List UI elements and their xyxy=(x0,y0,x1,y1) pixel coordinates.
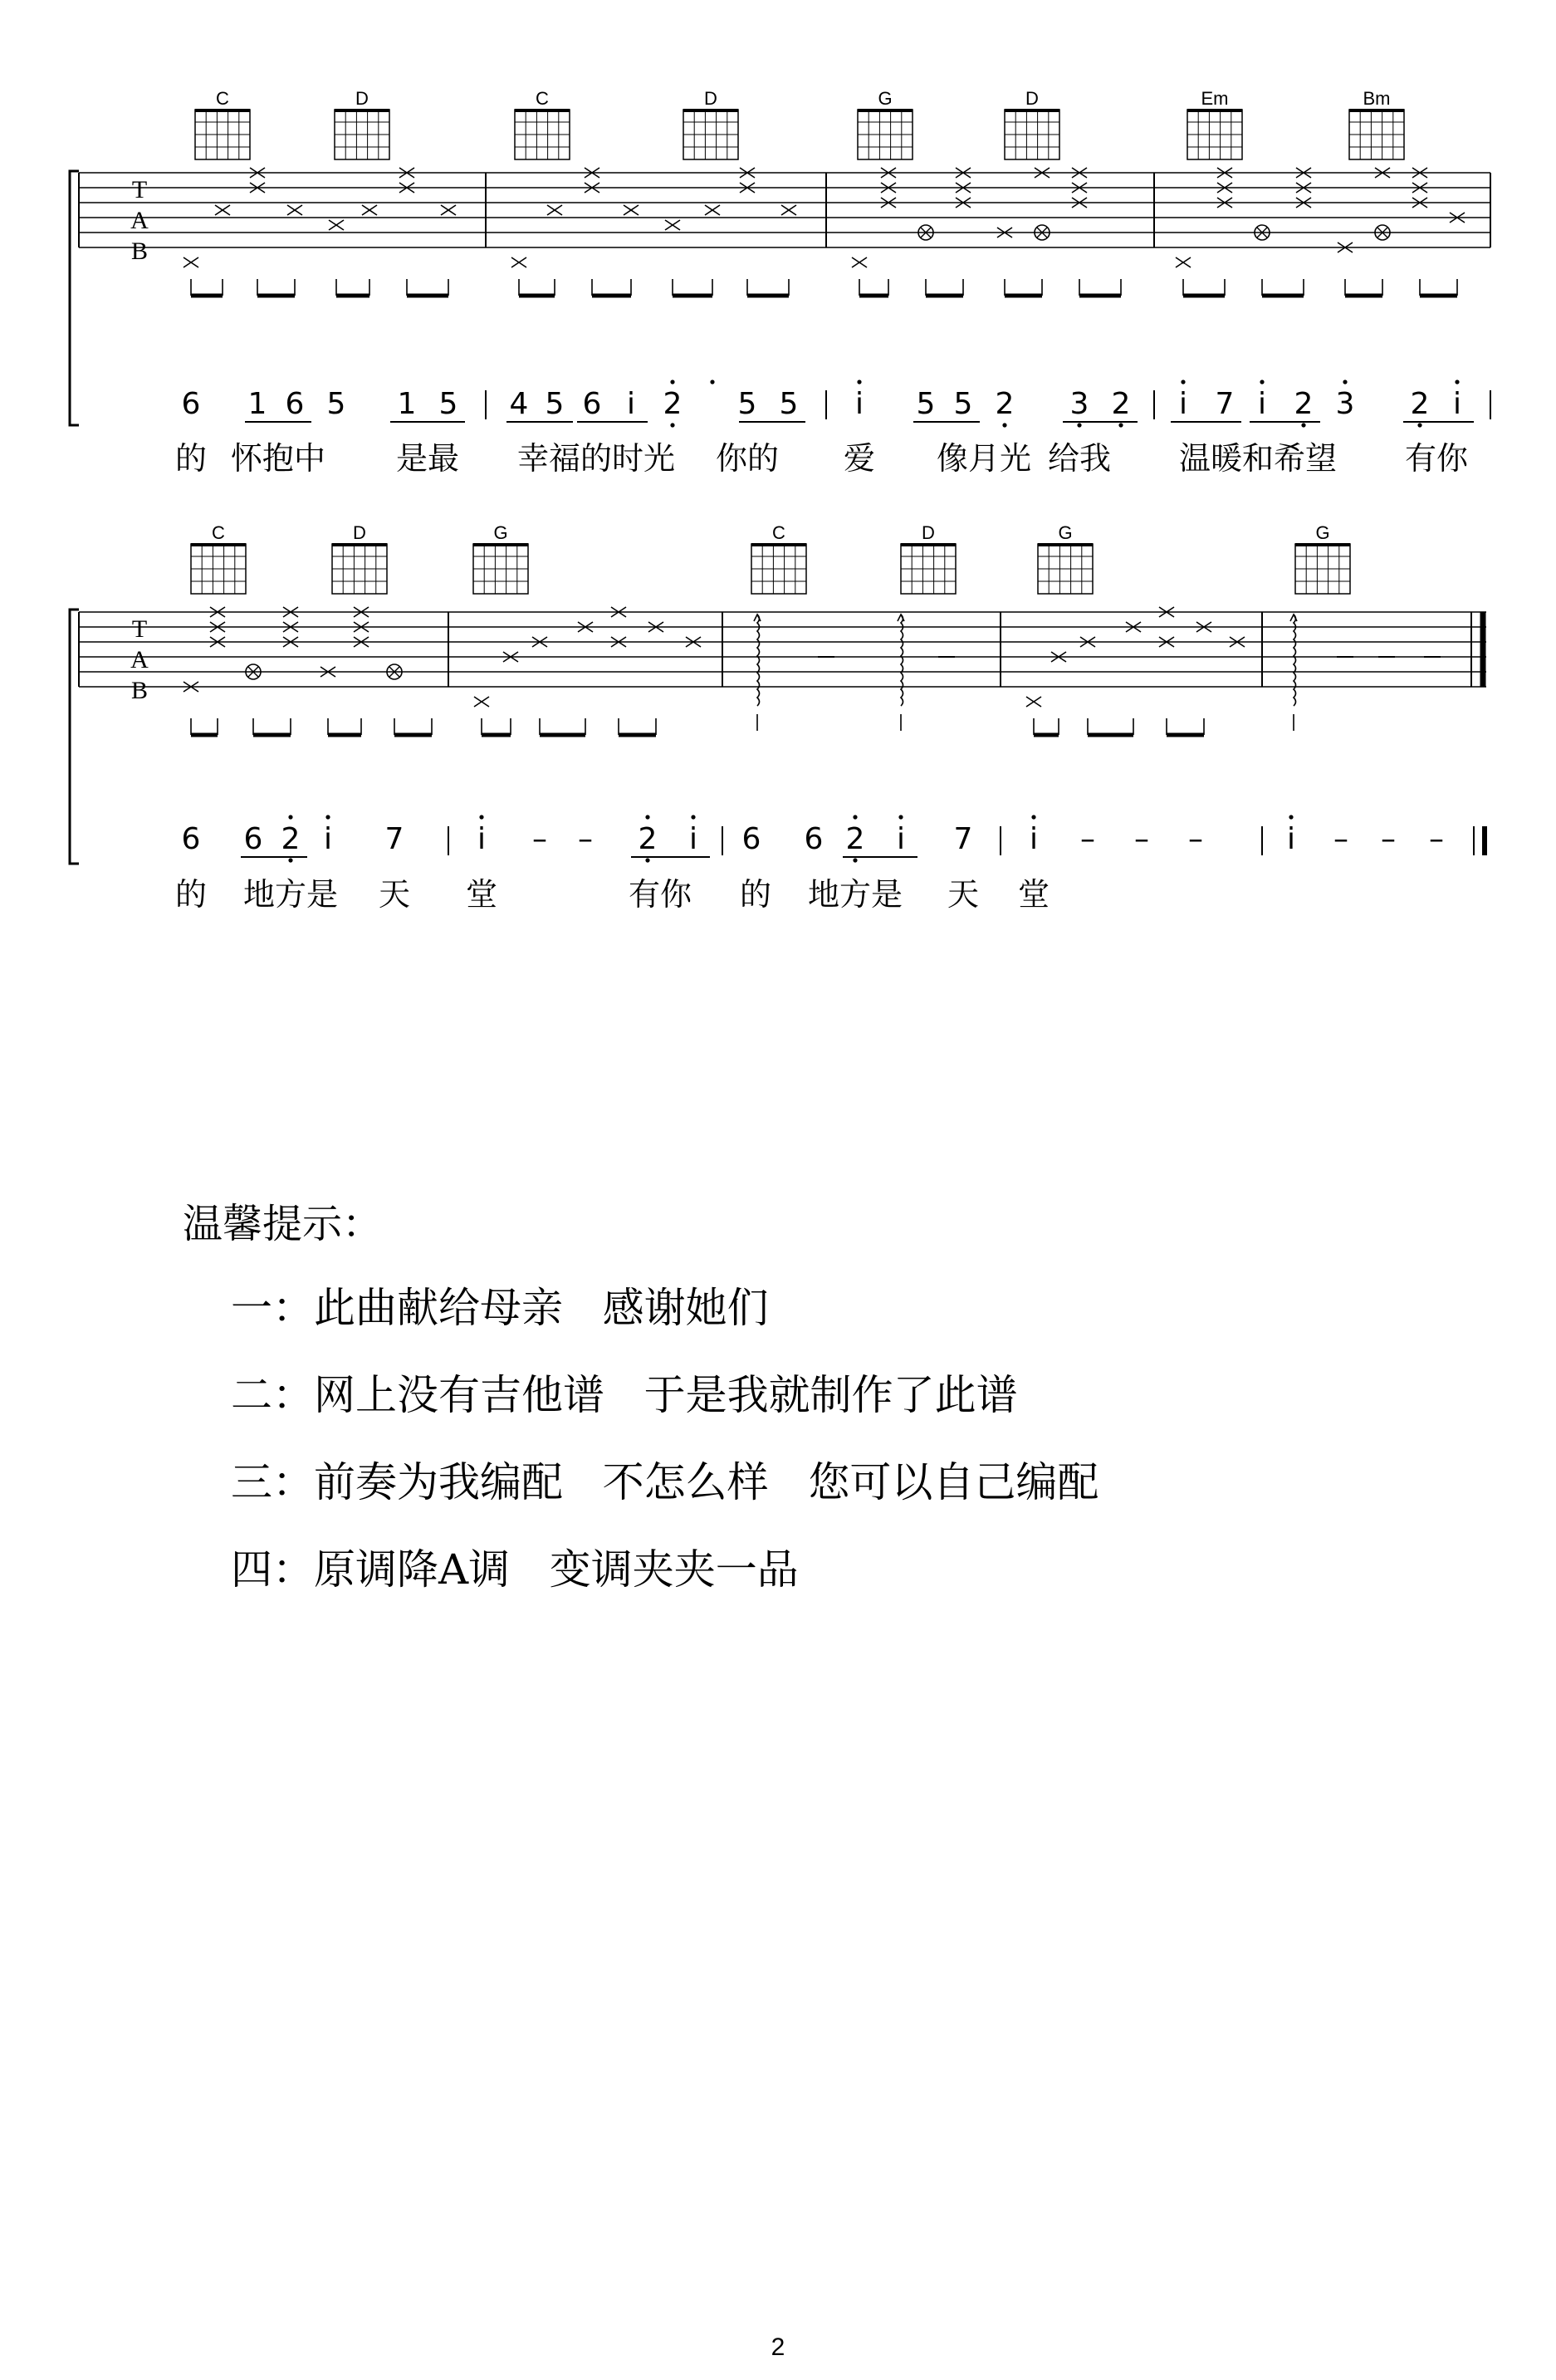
jianpu-note: 5 xyxy=(438,387,458,421)
jianpu-note: 2 xyxy=(995,387,1015,421)
jianpu-note: 6 xyxy=(285,387,305,421)
jianpu-note: 2 xyxy=(1111,387,1131,421)
high-octave-dot xyxy=(1289,815,1293,819)
jianpu-note: 3 xyxy=(1069,387,1089,421)
jianpu-note: 4 xyxy=(509,387,529,421)
jianpu-note: 2 xyxy=(1294,387,1314,421)
tab-score xyxy=(0,0,1556,963)
rhythm-beam xyxy=(519,279,555,296)
jianpu-note: i xyxy=(626,387,636,421)
lyric-text: 天 xyxy=(378,876,411,913)
jianpu-note: 5 xyxy=(326,387,346,421)
chord-diagrams xyxy=(191,88,1404,594)
lyric-text: 的 xyxy=(174,440,208,477)
jianpu-note: 1 xyxy=(397,387,417,421)
arrow-icon xyxy=(898,615,904,621)
rhythm-beam xyxy=(747,279,789,296)
jianpu-note: – xyxy=(1381,822,1396,856)
chord-diagram xyxy=(335,88,389,159)
chord-diagram xyxy=(332,522,387,594)
lyric-text: 堂 xyxy=(465,876,498,913)
rhythm-beam xyxy=(257,279,295,296)
lyric-text: 你的 xyxy=(715,440,780,477)
lyric-text: 给我 xyxy=(1047,440,1112,477)
jianpu-note: 1 xyxy=(247,387,267,421)
lyric-text: 的 xyxy=(174,876,208,913)
tab-note-x xyxy=(329,220,344,230)
jianpu-note: 2 xyxy=(663,387,683,421)
high-octave-dot xyxy=(325,815,330,819)
tab-note-x xyxy=(287,205,302,215)
jianpu-note: i xyxy=(1452,387,1462,421)
arpeggio-mark xyxy=(901,615,903,706)
jianpu-note: 6 xyxy=(741,822,761,856)
tab-note-x xyxy=(215,205,230,215)
high-octave-dot xyxy=(645,815,649,819)
chord-name: C xyxy=(212,522,225,543)
chord-name: D xyxy=(704,88,717,109)
lyric-text: 有你 xyxy=(1404,440,1469,477)
low-octave-dot xyxy=(1417,423,1421,427)
chord-name: C xyxy=(536,88,549,109)
jianpu-note: i xyxy=(1029,822,1039,856)
tab-note-x xyxy=(183,257,198,267)
jianpu-note: 2 xyxy=(1410,387,1430,421)
chord-diagram xyxy=(473,522,528,594)
jianpu-note: – xyxy=(1080,822,1095,856)
lyric-text: 地方是 xyxy=(807,876,903,913)
tab-note-x xyxy=(852,257,867,267)
jianpu-note: – xyxy=(1333,822,1348,856)
rhythm-beam xyxy=(191,718,218,735)
lyric-text: 堂 xyxy=(1017,876,1050,913)
jianpu-note: 7 xyxy=(953,822,973,856)
high-octave-dot xyxy=(1455,380,1459,384)
tab-letter-b: B xyxy=(130,238,149,265)
low-octave-dot xyxy=(1077,423,1081,427)
tip-item-1: 一：此曲献给母亲 感谢她们 xyxy=(231,1284,769,1332)
rhythm-beam xyxy=(191,279,223,296)
high-octave-dot xyxy=(670,380,674,384)
lyric-text: 像月光 xyxy=(936,440,1032,477)
chord-diagram xyxy=(1187,88,1242,159)
tab-note-x xyxy=(1026,697,1041,707)
chord-name: D xyxy=(355,88,369,109)
rhythm-beam xyxy=(926,279,963,296)
jianpu-note: 6 xyxy=(181,387,201,421)
lyric-text: 幸福的时光 xyxy=(516,440,676,477)
jianpu-note: 5 xyxy=(953,387,973,421)
high-octave-dot xyxy=(710,380,714,384)
jianpu-note: 2 xyxy=(845,822,865,856)
jianpu-note: 5 xyxy=(737,387,757,421)
high-octave-dot xyxy=(1031,815,1035,819)
jianpu-note: i xyxy=(1257,387,1267,421)
high-octave-dot xyxy=(1181,380,1185,384)
chord-diagram xyxy=(858,88,913,159)
tab-note-x xyxy=(781,205,796,215)
tips-title: 温馨提示： xyxy=(183,1201,383,1247)
chord-diagram xyxy=(1005,88,1059,159)
jianpu-note: – xyxy=(1188,822,1203,856)
chord-diagram xyxy=(515,88,570,159)
rhythm-beam xyxy=(1034,718,1059,735)
jianpu-note: 6 xyxy=(582,387,602,421)
arpeggio-mark xyxy=(1294,615,1296,706)
low-octave-dot xyxy=(645,858,649,862)
tip-item-4: 四：原调降A调 变调夹夹一品 xyxy=(231,1545,799,1594)
rhythm-beam xyxy=(1005,279,1042,296)
chord-diagram xyxy=(751,522,806,594)
rhythm-beam xyxy=(540,718,585,735)
low-octave-dot xyxy=(1118,423,1123,427)
arpeggio-mark xyxy=(757,615,760,706)
jianpu-note: – xyxy=(578,822,593,856)
tab-note-x xyxy=(624,205,639,215)
tab-letter-t: T xyxy=(131,176,148,203)
chord-name: G xyxy=(493,522,508,543)
chord-name: D xyxy=(1025,88,1039,109)
tip-item-2: 二：网上没有吉他谱 于是我就制作了此谱 xyxy=(231,1371,1018,1419)
jianpu-note: – xyxy=(532,822,547,856)
rhythm-beam xyxy=(673,279,712,296)
chord-name: C xyxy=(216,88,229,109)
rhythm-beam xyxy=(619,718,656,735)
high-octave-dot xyxy=(288,815,292,819)
lyric-text: 是最 xyxy=(395,440,460,477)
jianpu-note: 2 xyxy=(281,822,301,856)
rhythm-beam xyxy=(336,279,369,296)
tab-staff xyxy=(70,171,1490,864)
rhythm-beam xyxy=(1088,718,1133,735)
jianpu-note: i xyxy=(1286,822,1296,856)
tab-note-x xyxy=(441,205,456,215)
tab-letter-a: A xyxy=(130,207,149,234)
chord-name: D xyxy=(922,522,935,543)
jianpu-note: i xyxy=(896,822,906,856)
tab-note-x xyxy=(547,205,562,215)
tip-item-3: 三：前奏为我编配 不怎么样 您可以自己编配 xyxy=(231,1458,1099,1506)
jianpu-note: i xyxy=(477,822,487,856)
chord-name: Bm xyxy=(1363,88,1391,109)
low-octave-dot xyxy=(670,423,674,427)
rhythm-beam xyxy=(859,279,888,296)
rhythm-beam xyxy=(1345,279,1382,296)
jianpu-note: 6 xyxy=(181,822,201,856)
chord-diagram xyxy=(191,522,246,594)
lyric-text: 爱 xyxy=(843,440,876,477)
jianpu-note: i xyxy=(688,822,698,856)
jianpu-note: 7 xyxy=(1215,387,1235,421)
chord-diagram xyxy=(1038,522,1093,594)
jianpu-note: 3 xyxy=(1335,387,1355,421)
low-octave-dot xyxy=(1301,423,1305,427)
tab-note-x xyxy=(1176,257,1191,267)
arrow-icon xyxy=(1290,615,1297,621)
jianpu-note: i xyxy=(854,387,864,421)
jianpu-note: – xyxy=(1429,822,1444,856)
chord-diagram xyxy=(1349,88,1404,159)
jianpu-note: 6 xyxy=(804,822,824,856)
jianpu-note: i xyxy=(323,822,333,856)
chord-name: C xyxy=(772,522,785,543)
jianpu-note: i xyxy=(1178,387,1188,421)
rhythm-beam xyxy=(1079,279,1121,296)
lyric-text: 有你 xyxy=(628,876,692,913)
low-octave-dot xyxy=(1002,423,1006,427)
arrow-icon xyxy=(754,615,761,621)
high-octave-dot xyxy=(857,380,861,384)
tab-note-x xyxy=(705,205,720,215)
jianpu-note: 5 xyxy=(916,387,936,421)
rhythm-beam xyxy=(394,718,432,735)
chord-diagram xyxy=(1295,522,1350,594)
chord-name: G xyxy=(1058,522,1073,543)
lyric-text: 天 xyxy=(947,876,980,913)
jianpu-note: 5 xyxy=(779,387,799,421)
chord-diagram xyxy=(683,88,738,159)
lyric-text: 的 xyxy=(739,876,772,913)
jianpu-note: 6 xyxy=(243,822,263,856)
chord-name: G xyxy=(878,88,893,109)
rhythm-beam xyxy=(253,718,291,735)
high-octave-dot xyxy=(691,815,695,819)
rhythm-beam xyxy=(592,279,631,296)
system-bracket xyxy=(70,171,79,425)
tab-note-x xyxy=(362,205,377,215)
tips-section xyxy=(183,1192,382,1274)
jianpu-note: 5 xyxy=(545,387,565,421)
lyric-text: 温暖和希望 xyxy=(1178,440,1338,477)
tab-letter-a: A xyxy=(130,646,149,673)
chord-diagram xyxy=(901,522,956,594)
lyric-text: 地方是 xyxy=(242,876,339,913)
rhythm-beam xyxy=(1420,279,1457,296)
low-octave-dot xyxy=(853,858,857,862)
jianpu-note: – xyxy=(1134,822,1149,856)
rhythm-beam xyxy=(1167,718,1204,735)
rhythm-beam xyxy=(1183,279,1225,296)
tab-letter-t: T xyxy=(131,615,148,643)
chord-name: Em xyxy=(1201,88,1229,109)
low-octave-dot xyxy=(1343,380,1347,384)
high-octave-dot xyxy=(1260,380,1264,384)
lyric-text: 怀抱中 xyxy=(230,440,326,477)
jianpu-note: 2 xyxy=(638,822,658,856)
rhythm-beam xyxy=(482,718,511,735)
high-octave-dot xyxy=(479,815,483,819)
tab-note-x xyxy=(511,257,526,267)
low-octave-dot xyxy=(288,858,292,862)
jianpu-note: 7 xyxy=(384,822,404,856)
system-bracket xyxy=(70,610,79,864)
rhythm-beam xyxy=(407,279,448,296)
rhythm-beam xyxy=(1262,279,1304,296)
tab-note-x xyxy=(474,697,489,707)
chord-name: G xyxy=(1315,522,1330,543)
tab-letter-b: B xyxy=(130,677,149,704)
high-octave-dot xyxy=(898,815,903,819)
chord-name: D xyxy=(353,522,366,543)
chord-diagram xyxy=(195,88,250,159)
tab-note-x xyxy=(665,220,680,230)
page-number: 2 xyxy=(771,2333,785,2361)
high-octave-dot xyxy=(853,815,857,819)
rhythm-beam xyxy=(328,718,361,735)
